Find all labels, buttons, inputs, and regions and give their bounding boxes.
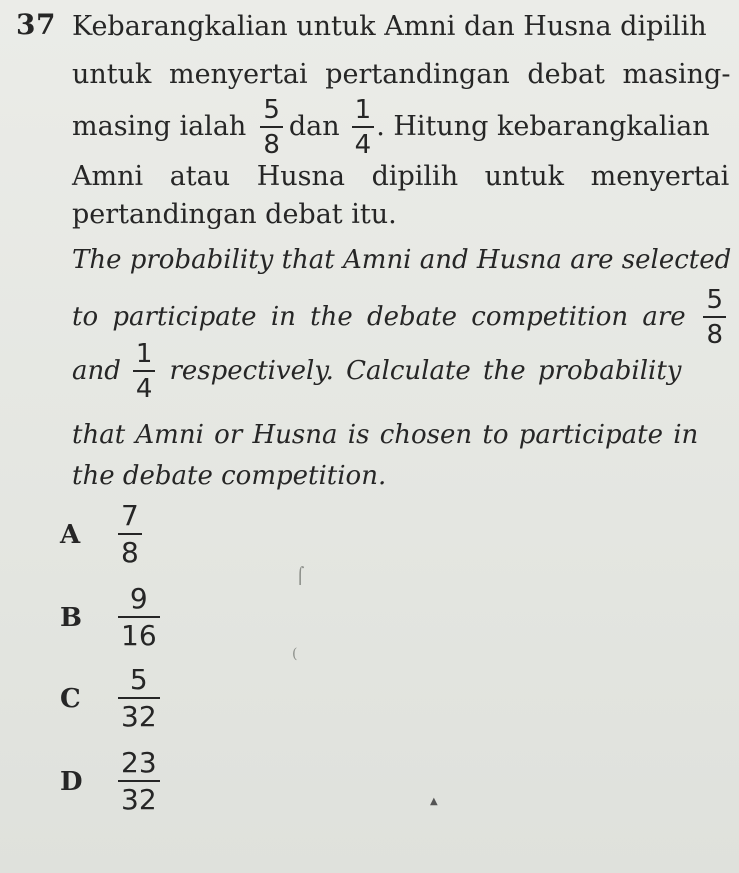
fraction-bar <box>118 533 142 535</box>
english-line-1-text: The probability that Amni and Husna are selected <box>72 245 732 275</box>
fraction-numerator: 5 <box>129 663 148 696</box>
malay-line-3-after: . Hitung kebarangkalian <box>376 111 710 142</box>
malay-line-3-before: masing ialah <box>72 111 247 142</box>
fraction-bar <box>118 616 160 618</box>
fraction-numerator: 9 <box>129 582 148 615</box>
malay-line-3-mid: dan <box>288 111 340 142</box>
english-line-2-text: to participate in the debate competition are <box>72 302 686 332</box>
option-letter: B <box>60 602 82 633</box>
malay-line-4 <box>72 160 730 194</box>
pen-mark: ⌠ <box>296 566 305 585</box>
malay-line-1 <box>72 10 722 44</box>
english-line-1 <box>72 243 731 277</box>
option-letter: C <box>60 683 81 714</box>
option-d-fraction <box>118 747 160 816</box>
english-line-5 <box>72 459 386 493</box>
english-line-4 <box>72 418 698 452</box>
fraction-bar <box>703 316 726 318</box>
pen-mark: ( <box>292 646 298 662</box>
fraction-denominator: 32 <box>121 783 157 816</box>
english-line-3 <box>72 340 732 402</box>
english-line-3-after: respectively. Calculate the probability <box>169 356 682 386</box>
fraction-numerator: 1 <box>135 338 153 369</box>
malay-line-2 <box>72 58 731 92</box>
option-d[interactable] <box>60 747 166 816</box>
fraction-denominator: 16 <box>121 619 157 652</box>
english-line-2 <box>72 286 732 348</box>
fraction-denominator: 4 <box>354 129 372 160</box>
option-c-fraction <box>118 664 160 733</box>
fraction-numerator: 5 <box>263 94 280 125</box>
option-c[interactable] <box>60 664 166 733</box>
option-a[interactable] <box>60 500 148 569</box>
fraction-denominator: 32 <box>121 700 157 733</box>
fraction-numerator: 7 <box>121 499 139 532</box>
fraction-numerator: 1 <box>354 94 372 125</box>
fraction-bar <box>118 697 160 699</box>
english-line-3-before: and <box>72 356 121 386</box>
malay-line-5 <box>72 198 397 232</box>
malay-line-3 <box>72 94 732 160</box>
malay-line-2-text: untuk menyertai pertandingan debat masing- <box>72 59 731 90</box>
english-fraction-b <box>133 339 156 404</box>
option-letter: D <box>60 766 83 797</box>
fraction-denominator: 8 <box>121 536 139 569</box>
fraction-numerator: 5 <box>706 284 723 315</box>
fraction-numerator: 23 <box>121 746 157 779</box>
fraction-denominator: 4 <box>135 373 153 404</box>
option-b-fraction <box>118 583 160 652</box>
pen-dot: ▲ <box>430 796 438 807</box>
malay-line-1-text: Kebarangkalian untuk Amni dan Husna dipilih <box>72 11 707 42</box>
question-number: 37 <box>16 8 56 41</box>
fraction-bar <box>260 126 283 128</box>
option-b[interactable] <box>60 583 166 652</box>
malay-line-5-text: pertandingan debat itu. <box>72 199 397 230</box>
fraction-bar <box>133 370 156 372</box>
fraction-denominator: 8 <box>706 319 723 350</box>
option-a-fraction <box>118 500 142 569</box>
fraction-bar <box>118 780 160 782</box>
english-line-5-text: the debate competition. <box>72 461 387 491</box>
malay-fraction-a <box>260 95 283 160</box>
fraction-bar <box>352 126 375 128</box>
malay-fraction-b <box>352 95 375 160</box>
fraction-denominator: 8 <box>263 129 280 160</box>
english-line-4-text: that Amni or Husna is chosen to participate in <box>72 420 699 450</box>
malay-line-4-text: Amni atau Husna dipilih untuk menyertai <box>72 161 730 192</box>
option-letter: A <box>60 519 81 550</box>
